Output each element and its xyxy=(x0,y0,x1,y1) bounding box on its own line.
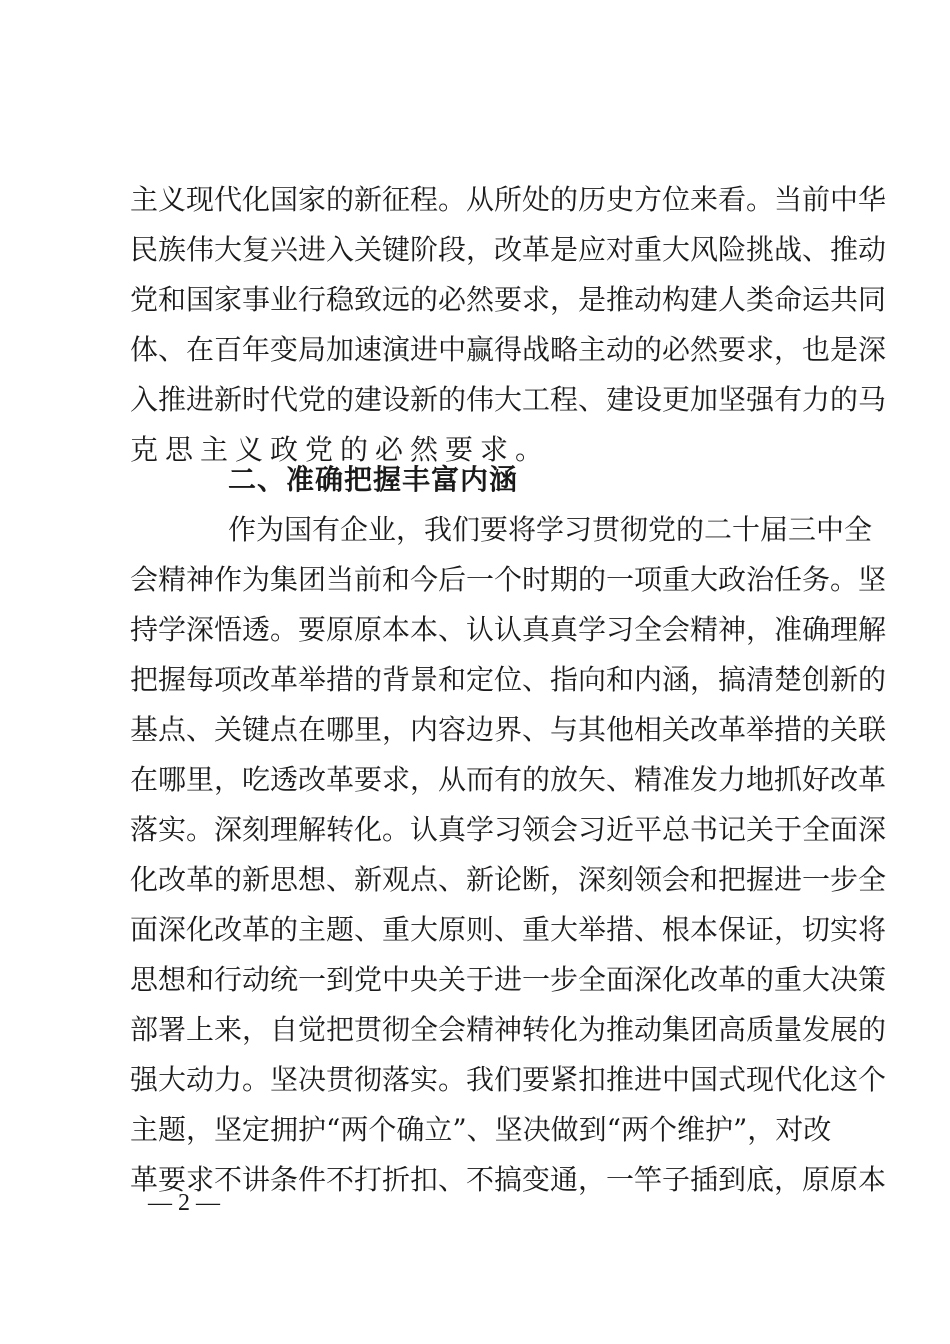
text-line: 会精神作为集团当前和今后一个时期的一项重大政治任务。坚 xyxy=(130,563,887,596)
text-line: 持学深悟透。要原原本本、认认真真学习全会精神，准确理解 xyxy=(130,613,887,646)
text-line: 部署上来，自觉把贯彻全会精神转化为推动集团高质量发展的 xyxy=(130,1013,887,1046)
text-line: 主题，坚定拥护“两个确立”、坚决做到“两个维护”，对改 xyxy=(130,1113,832,1146)
text-line: 化改革的新思想、新观点、新论断，深刻领会和把握进一步全 xyxy=(130,863,887,896)
text-line: 面深化改革的主题、重大原则、重大举措、根本保证，切实将 xyxy=(130,913,887,946)
text-line: 民族伟大复兴进入关键阶段，改革是应对重大风险挑战、推动 xyxy=(130,233,887,266)
section-heading: 二、准确把握丰富内涵 xyxy=(228,463,519,496)
text-line: 落实。深刻理解转化。认真学习领会习近平总书记关于全面深 xyxy=(130,813,887,846)
text-line: 作为国有企业，我们要将学习贯彻党的二十届三中全 xyxy=(228,513,873,546)
text-line: 思想和行动统一到党中央关于进一步全面深化改革的重大决策 xyxy=(130,963,887,996)
text-line: 革要求不讲条件不打折扣、不搞变通，一竿子插到底，原原本 xyxy=(130,1163,887,1196)
text-line: 把握每项改革举措的背景和定位、指向和内涵，搞清楚创新的 xyxy=(130,663,887,696)
text-line: 主义现代化国家的新征程。从所处的历史方位来看。当前中华 xyxy=(130,183,887,216)
page-number: — 2 — xyxy=(148,1190,220,1216)
text-line: 在哪里，吃透改革要求，从而有的放矢、精准发力地抓好改革 xyxy=(130,763,887,796)
text-line: 基点、关键点在哪里，内容边界、与其他相关改革举措的关联 xyxy=(130,713,887,746)
text-line: 强大动力。坚决贯彻落实。我们要紧扣推进中国式现代化这个 xyxy=(130,1063,887,1096)
text-line: 体、在百年变局加速演进中赢得战略主动的必然要求，也是深 xyxy=(130,333,887,366)
text-line: 党和国家事业行稳致远的必然要求，是推动构建人类命运共同 xyxy=(130,283,887,316)
text-line: 入推进新时代党的建设新的伟大工程、建设更加坚强有力的马 xyxy=(130,383,887,416)
text-line: 克思主义政党的必然要求。 xyxy=(130,433,551,466)
